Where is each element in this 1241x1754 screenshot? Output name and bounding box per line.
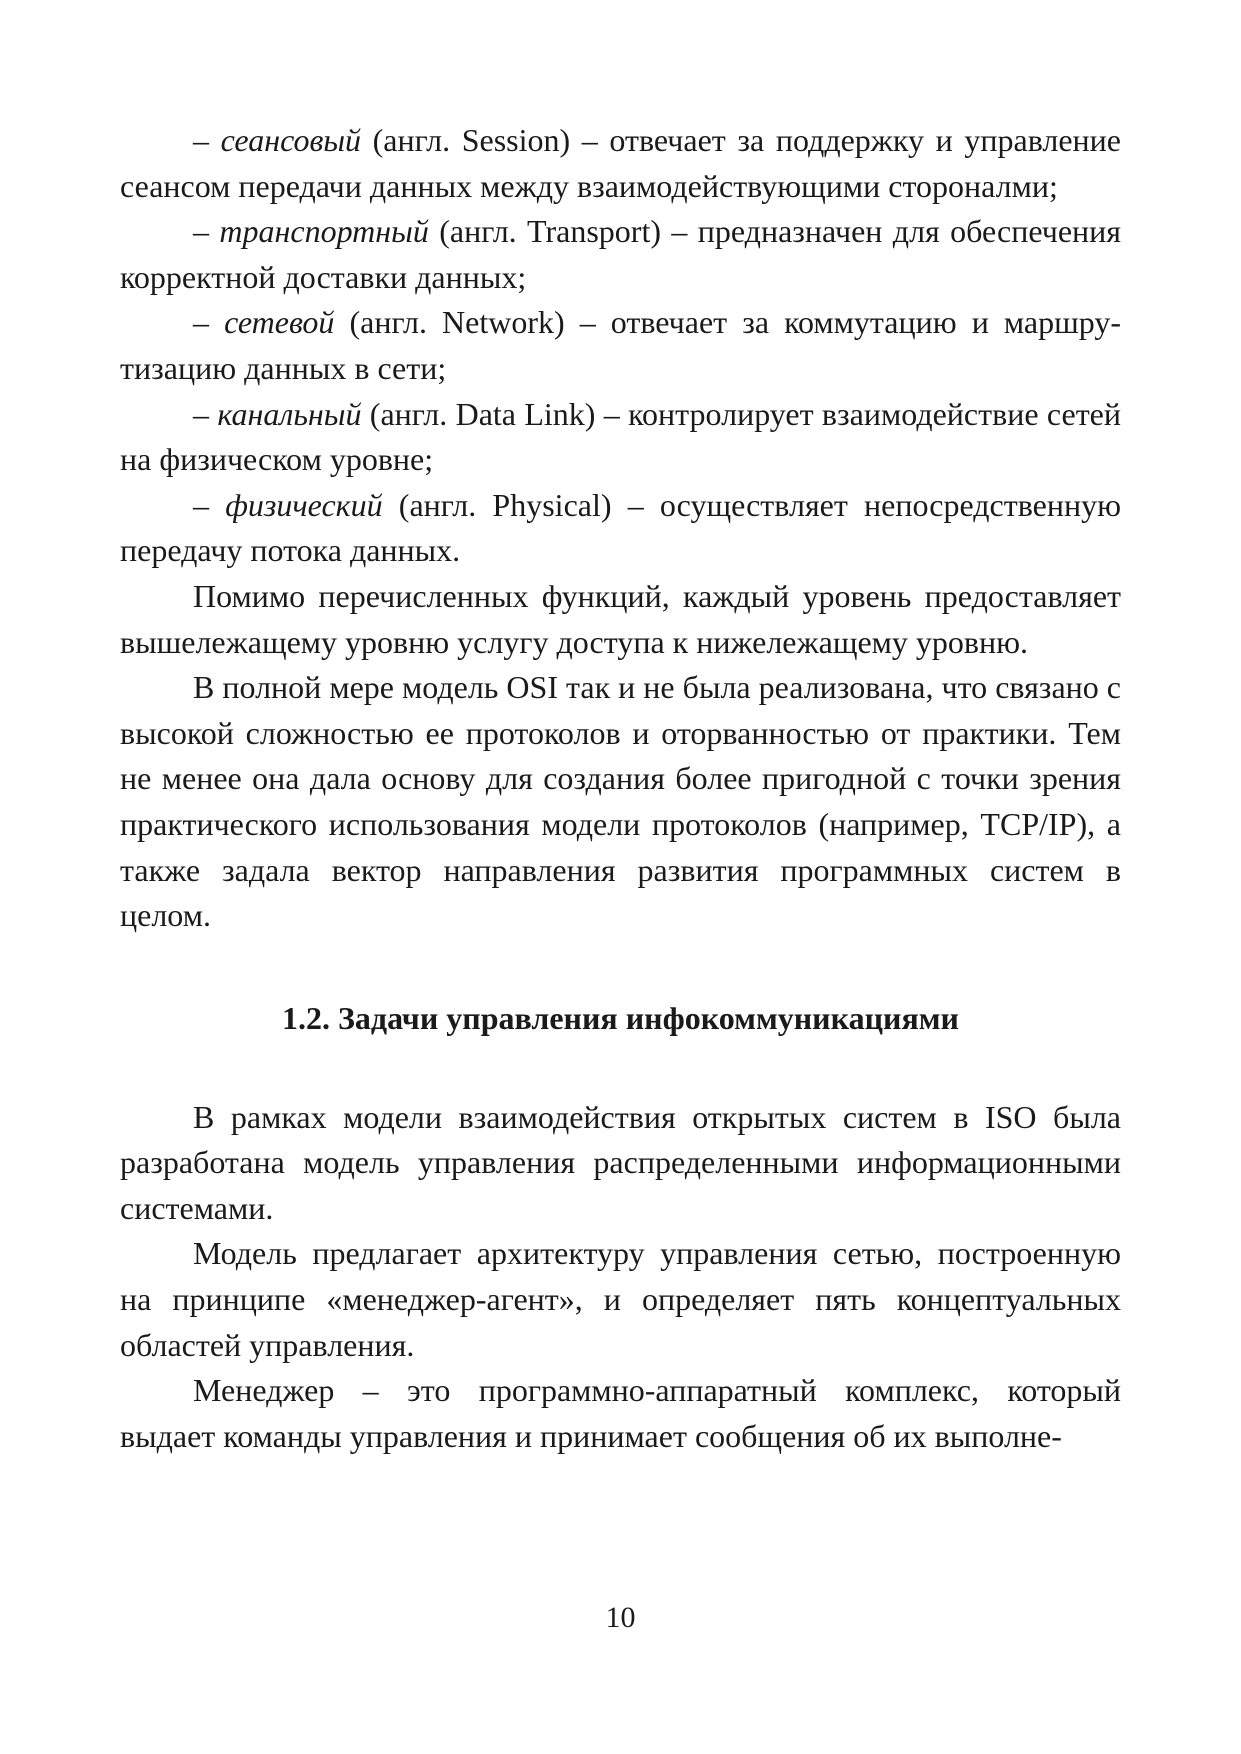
list-dash: – bbox=[193, 122, 221, 158]
list-item-physical bbox=[120, 483, 1121, 574]
term-network: сетевой bbox=[224, 304, 335, 341]
paragraph-osi-implementation: В полной мере модель OSI так и не была реализована, что связано с высокой сложностью ее протоколов и оторванностью от практики. Тем не менее она дала основу для создания более пригодной с точки зрения практического использования модели протоколов (например, TCP/IP), а также задала вектор направления развития программных систем в целом. bbox=[120, 669, 1121, 934]
term-physical: физический bbox=[225, 486, 383, 523]
list-item-session bbox=[120, 118, 1121, 209]
list-dash: – bbox=[193, 304, 225, 341]
list-dash: – bbox=[193, 486, 226, 523]
paragraph-iso-model: В рамках модели взаимодействия открытых систем в ISO была разработана модель управления распределенными информационными системами. bbox=[120, 1098, 1121, 1226]
list-dash: – bbox=[193, 213, 220, 250]
list-dash: – bbox=[193, 395, 218, 432]
list-item-text: (англ. Network) – отвечает за коммутацию и маршрутизацию данных в сети; bbox=[120, 304, 1122, 386]
term-data-link: канальный bbox=[217, 395, 362, 432]
section-heading: 1.2. Задачи управления инфокоммуникациями bbox=[282, 999, 959, 1036]
page-body bbox=[120, 118, 1121, 1459]
list-item-data-link bbox=[120, 392, 1121, 483]
list-item-network bbox=[120, 300, 1121, 391]
list-item-text: (англ. Data Link) – контролирует взаимодействие сетей на физическом уровне; bbox=[120, 395, 1121, 478]
paragraph-services: Помимо перечисленных функций, каждый уровень предоставляет вышележащему уровню услугу доступа к нижележащему уровню. bbox=[120, 577, 1121, 660]
list-item-text: (англ. Physical) – осуществляет непосредственную передачу потока данных. bbox=[120, 486, 1122, 569]
list-item-text: (англ. Transport) – предназначен для обеспечения корректной доставки данных; bbox=[120, 213, 1121, 295]
paragraph-manager-definition: Менеджер – это программно-аппаратный комплекс, который выдает команды управления и принимает сообщения об их выполне- bbox=[120, 1372, 1121, 1454]
paragraph-manager-agent: Модель предлагает архитектуру управления сетью, построенную на принципе «менеджер-агент», и определяет пять концептуальных областей управления. bbox=[120, 1235, 1121, 1363]
list-item-transport bbox=[120, 209, 1121, 300]
list-item-text: (англ. Session) – отвечает за поддержку и управление сеансом передачи данных между взаимодействующими стороналми; bbox=[120, 122, 1122, 204]
term-session: сеансовый bbox=[220, 122, 362, 158]
page-number: 10 bbox=[605, 1601, 636, 1634]
term-transport: транспортный bbox=[219, 213, 429, 250]
